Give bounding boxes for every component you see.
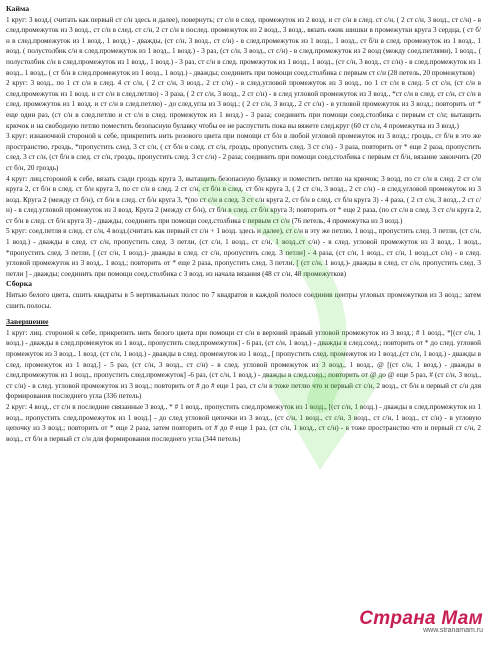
finish-round-2-paragraph: 2 круг: 4 возд., ст с/н в последние связанные 3 возд., * # 1 возд., пропустить след.промежуток из 1 возд., [(ст с/н, 1 возд.) - дважды в след.промежуток из 1 возд., пропустить след.промежуток из 1 возд.] - до след угловой цепочки из 3 возд., (ст с/н, 1 возд., ст с/н, 3 возд., ст с/н, 1 возд., ст с/н) - в угловую цепочку из 3 возд.; повторить от * еще 2 раза, затем повторить от # до # еще 1 раз, (ст с/н, 1 возд., ст с/н) - в тоже пространство что и первый ст с/н, 2 возд., ст б/н в первый ст с/н для формирования последнего угла (344 петель) — [6, 402, 481, 443]
round-4-paragraph: 4 круг: лиц.стороной к себе, вязать сзади гроздь круга 3, вытащить безопасную булавку и поместить петлю на крючок; 3 возд, по ст с/н в след. 2 ст с/н круга 2, ст б/н в след. ст б/н круга 3, по ст с/н в след. 2 ст с/н, ст б/н в след. ст б/н круга 3, ( 2 ст с/н, 3 возд., 2 ст с/н) - в след.угловой промежуток из 3 возд. Круга 2 (между ст б/н), ст б/н в след. ст б/н круга 3, *(по ст с/н в след. 3 ст с/н круга 2, ст б/н в след. ст б/н круга 3) - 4 раза, ( 2 ст с/н, 3 возд., 2 ст с/н) - в след.угловой промежуток из 3 возд. Круга 2 (между ст б/н), ст б/н в след. ст б/н круга 3; повторить от * еще 2 раза, (по ст с/н в след. 3 ст с/н круга 2, ст б/н в след. ст б/н круга 3) - дважды, соединить при помощи соед.столбика с первым ст с/н (76 петель, 4 промежутка из 3 возд.) — [6, 174, 481, 225]
round-2-paragraph: 2 круг: 3 возд., по 1 ст с/н в след. 4 ст с/н, ( 2 ст с/н, 3 возд., 2 ст с/н) - в след.угловой промежуток из 3 возд., по 1 ст с/н в след. 5 ст с/н, (ст с/н в след.промежуток из 1 возд. и ст с/н в след.петлю) - 3 раза, ( 2 ст с/н, 3 возд., 2 ст с/н) - в след угловой промежуток из 3 возд., *ст с/н в след. ст с/н, ст с/н в след. промежуток из 1 возд. и ст с/н в след.петлю) - до след.угла из 3 возд.; ( 2 ст с/н, 3 возд., 2 ст с/н) - в угловой промежуток из 3 возд.; повторить от * еще один раз, (ст с/н в след.петлю и ст с/н в след. промежуток из 1 возд.) - 3 раза; соединить при помощи соед.столбика с первым ст с/н; вытащить крючок и на свободную петлю поместить безопасную булавку чтобы ее не распустить пока вы вяжете след.круг (60 ст с/н, 4 промежутка из 3 возд.) — [6, 79, 481, 130]
section-title-kaima: Кайма — [6, 4, 30, 13]
logo-text: Страна Мам — [359, 608, 483, 629]
round-5-paragraph: 5 круг: соед.петля в след. ст с/н, 4 возд.(считать как первый ст с/н + 1 возд. здесь и далее), ст с/н в эту же петлю, 1 возд., пропустить след. 3 петли, (ст с/н, 1 возд.) - дважды в след. ст с/н, пропустить след. 3 петли, (ст с/н, 1 возд., ст с/н, 1 возд.,ст с/н) - в след. угловой промежуток из 3 возд., 1 возд., *пропустить след. 3 петли, [ (ст с/н, 1 возд.)- дважды в след. ст с/н, пропустить след. 3 петли] - 4 раза, (ст с/н, 1 возд., ст с/н, 1 возд.,ст с/н) - в след. угловой промежуток из 3 возд., 1 возд.; повторить от * еще 2 раза, пропустить след. 3 петли, [ (ст с/н, 1 возд.)- дважды в след. ст с/н, пропустить след. 3 петли ] - дважды; соединить при помощи соед.столбика с 3 возд. из начала вязания (48 ст с/н, 48 промежутков) — [6, 227, 481, 278]
finish-round-1-paragraph: 1 круг: лиц. стороной к себе, прикрепить нить белого цвета при помощи ст с/н в верхний правый угловой промежуток из 3 возд.; # 1 возд., *[(ст с/н, 1 возд.) - дважды в след.промежуток из 1 возд., пропустить след.промежуток] - 6 раз, (ст с/н, 1 возд.) - дважды в след.соед.; повторить от * до след. угловой промежуток из 3 возд., 1 возд. (ст с/н, 1 возд.) - дважды в след. промежуток из 1 возд., [ пропустить след. промежуток из 1 возд.,(ст с/н, 1 возд.) - дважды в след. промежуток из 1 возд.] - 5 раз, (ст с/н, 3 возд., ст с/н) - в след. угловой промежуток из 3 возд., 1 возд., @ [(ст с/н, 1 возд.) - дважды в след.промежуток из 1 возд., пропустить след.промежуток] -6 раз, (ст с/н, 1 возд.) - дважды в след.соед.; повторить от @ до @ еще 5 раз, # (ст с/н, 3 возд., ст с/н) - в след. угловой промежуток из 3 возд.; повторить от # до # еще 1 раз, ст с/н в тоже петлю что и первый ст с/н, 2 возд., ст б/н в первый ст с/н для формирования последнего угла (336 петель) — [6, 328, 481, 401]
section-title-finish: Завершение — [6, 317, 49, 327]
section-title-assembly: Сборка — [6, 279, 33, 289]
round-1-paragraph: 1 круг: 3 возд.( считать как первый ст с/н здесь и далее), повернуть; ст с/н в след. промежуток из 2 возд. и ст с/н в след. ст с/н, ( 2 ст с/н, 3 возд., ст с/н) - в след.промежуток из 3 возд., ст с/н в след. ст с/н, 2 ст с/н в послед. промежуток из 2 возд., 3 возд., вязать ежик шишки в промежутки круга 3 сердца, ( ст б/н в след.промежуток из 1 возд., 1 возд.) - дважды, (ст с/н, 3 возд., ст с/н) - в след.промежуток из 1 возд., 1 возд., ст б/н в след. промежуток из 1 возд., 1 возд. ( полустолбик с/н в след.промежуток из 1 возд., 1 возд.) - 3 раз, (ст с/н, 3 возд., ст с/н) - в след.промежуток из 2 возд (между соед.петлями), 1 возд., ( полустолбик с/н в след.промежуток из 1 возд., 1 возд.) - 3 раз, ст с/н в след. промежуток из 1 возд., 1 возд., (ст с/н, 3 возд., ст с/н) - в след.промежуток из 1 возд., 1 возд., ( ст б/н в след.промежуток из 1 возд., 1 возд.) - дважды; соединить при помощи соед.столбика с первым ст с/н (28 петель, 20 промежутков) — [6, 15, 481, 77]
assembly-paragraph: Нитью белого цвета, сшить квадраты в 5 вертикальных полос по 7 квадратов в каждой полосе соединив центры угловых промежутков из 3 возд.; затем сшить полосы. — [6, 291, 481, 310]
round-3-paragraph: 3 круг: изнаночной стороной к себе, прикрепить нить розового цвета при помощи ст б/н в любой угловой промежуток из 3 возд.; гроздь, ст б/н в это же пространство, гроздь, *пропустить след. 3 ст с/н, ( ст б/н в след. ст с/н, гроздь, пропустить след. 3 ст с/н) - 3 раза, повторить от * еще 2 раза, пропустить след. 3 ст с/н, (ст б/н в след. ст с/н, гроздь, пропустить след. 3 ст с/н) - 2 раза; соединить при помощи соед.столбика с первым ст б/н, вязание закончить (20 ст б/н, 20 гроздь) — [6, 132, 481, 172]
logo-url: www.stranamam.ru — [423, 627, 483, 634]
